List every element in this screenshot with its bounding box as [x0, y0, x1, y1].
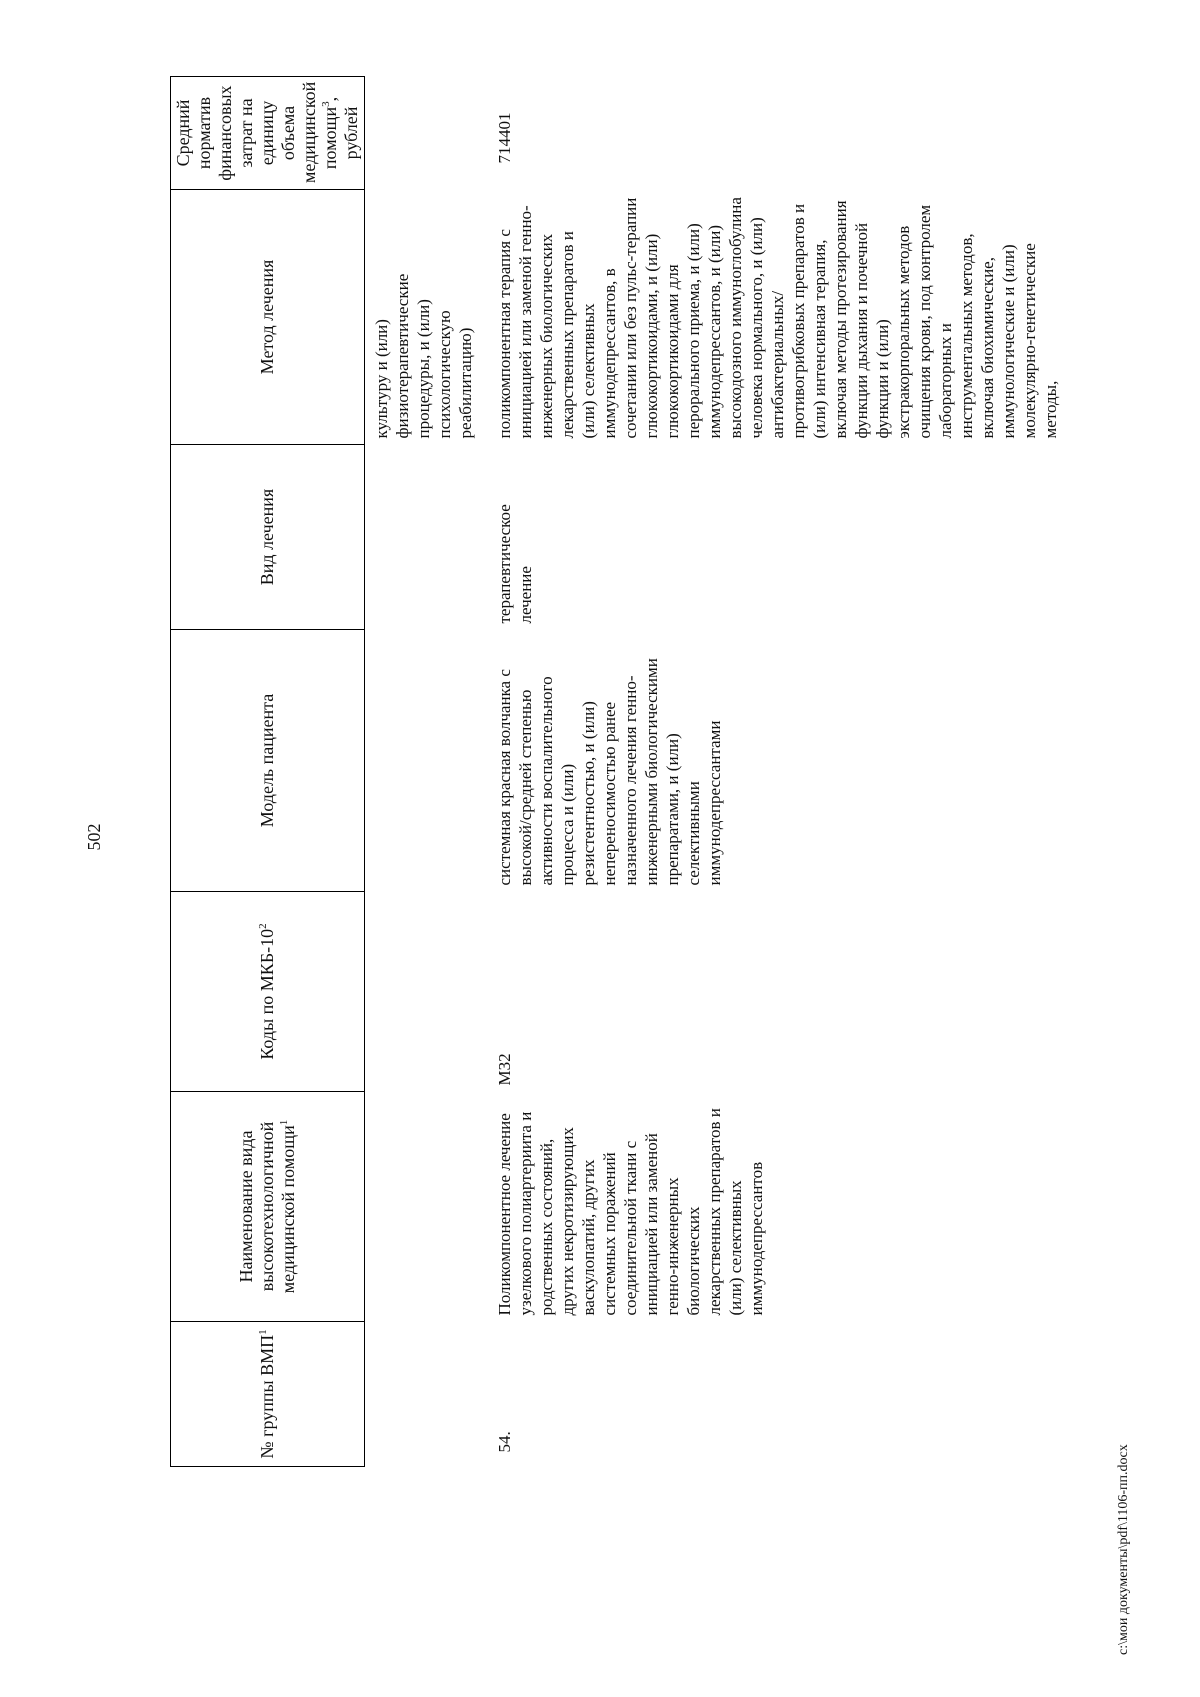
row-54-name: Поликомпонентное лечение узелкового полиартериита и родственных состояний, других некротизирующих васкулопатий, других системных поражений соединительной ткани с инициацией или заменой генно-инженерных биологических лекарственных препаратов и (или) селективных иммунодепрессантов	[495, 1108, 766, 1316]
header-method: Метод лечения	[171, 190, 365, 445]
header-codes: Коды по МКБ-$10^2$	[171, 892, 365, 1092]
header-name: Наименование вида высокотехнологичной медицинской помощи$^1$	[171, 1092, 365, 1322]
page-number: 502	[84, 823, 104, 851]
table-row-continuation	[365, 77, 477, 1467]
row-54-type: терапевтическое лечение	[495, 504, 535, 624]
table-row-54	[476, 77, 1061, 1467]
continuation-method: культуру и (или) физиотерапевтические процедуры, и (или) психологическую реабилитацию)	[372, 273, 475, 439]
vmp-table-container	[170, 77, 1061, 1467]
header-type: Вид лечения	[171, 445, 365, 630]
vmp-table	[170, 76, 1061, 1467]
row-54-model: системная красная волчанка с высокой/средней степенью активности воспалительного процесса и (или) резистентностью, и (или) непереносимостью ранее назначенного лечения генно-инженерными биологическими препаратами, и (или) селективными иммунодепрессантами	[495, 658, 724, 886]
row-54-number: 54.	[495, 1431, 514, 1453]
header-model: Модель пациента	[171, 630, 365, 892]
row-54-codes: М32	[495, 1053, 514, 1086]
header-group-no: № группы ВМП$^1$	[171, 1322, 365, 1467]
table-header-row	[171, 77, 365, 1467]
footer-file-path: c:\мои документы\pdf\1106-пп.docx	[1116, 1444, 1131, 1655]
row-54-cost: 714401	[495, 112, 514, 164]
row-54-method: поликомпонентная терапия с инициацией или заменой генно-инженерных биологических лекарственных препаратов и (или) селективных иммунодепрессантов, в сочетании или без пульс-терапии глюкокортикоидами, и (или) глюкокортикоидами для перорального приема, и (или) иммунодепрессантов, и (или) высокодозного иммуноглобулина человека нормального, и (или) антибактериальных/противогрибковых препаратов и (или) интенсивная терапия, включая методы протезирования функции дыхания и почечной функции и (или) экстракорпоральных методов очищения крови, под контролем лабораторных и инструментальных методов, включая биохимические, иммунологические и (или) молекулярно-генетические методы,	[495, 197, 1060, 439]
header-cost: Средний норматив финансовых затрат на единицу объема медицинской помощи$^3$, рублей	[171, 77, 365, 190]
